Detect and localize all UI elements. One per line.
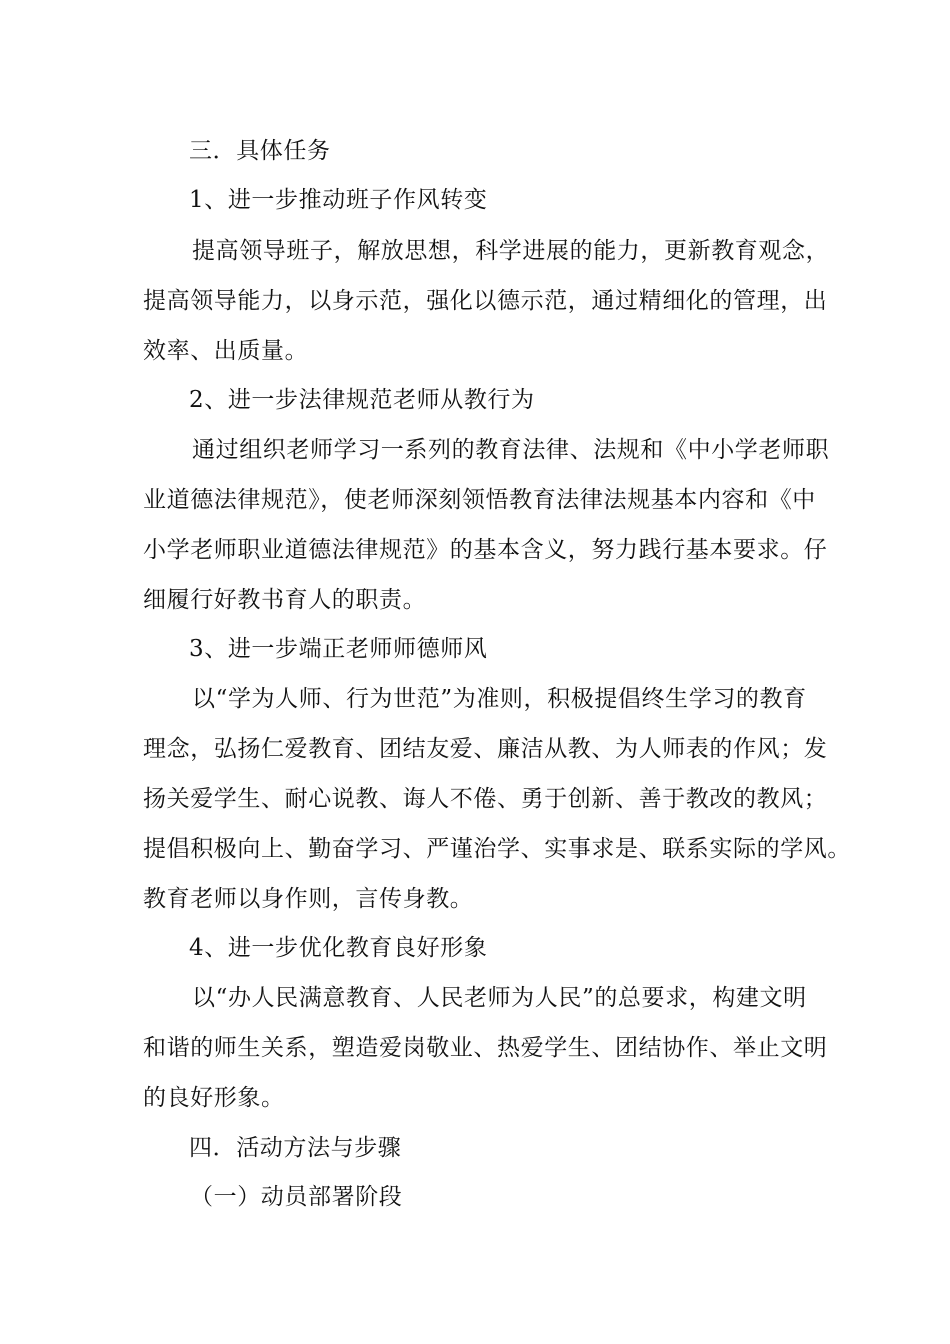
paragraph-line: 提倡积极向上、勤奋学习、严谨治学、实事求是、联系实际的学风。 xyxy=(143,836,851,862)
stage-heading-1: （一）动员部署阶段 xyxy=(190,1184,403,1210)
section-heading-3: 三．具体任务 xyxy=(189,138,331,164)
paragraph-line: 的良好形象。 xyxy=(143,1085,285,1111)
paragraph-line: 扬关爱学生、耐心说教、诲人不倦、勇于创新、善于教改的教风； xyxy=(143,786,828,812)
paragraph-line: 理念，弘扬仁爱教育、团结友爱、廉洁从教、为人师表的作风；发 xyxy=(143,736,828,762)
paragraph-line: 小学老师职业道德法律规范》的基本含义，努力践行基本要求。仔 xyxy=(143,537,828,563)
paragraph-line: 以“学为人师、行为世范”为准则，积极提倡终生学习的教育 xyxy=(192,686,807,712)
paragraph-line: 提高领导能力，以身示范，强化以德示范，通过精细化的管理，出 xyxy=(143,288,828,314)
subheading-3: 3、进一步端正老师师德师风 xyxy=(189,636,488,662)
paragraph-line: 细履行好教书育人的职责。 xyxy=(143,587,427,613)
paragraph-line: 通过组织老师学习一系列的教育法律、法规和《中小学老师职 xyxy=(192,437,830,463)
subheading-4: 4、进一步优化教育良好形象 xyxy=(189,935,488,961)
subheading-1: 1、进一步推动班子作风转变 xyxy=(189,187,488,213)
paragraph-line: 和谐的师生关系，塑造爱岗敬业、热爱学生、团结协作、举止文明 xyxy=(143,1035,828,1061)
paragraph-line: 以“办人民满意教育、人民老师为人民”的总要求，构建文明 xyxy=(192,985,807,1011)
subheading-2: 2、进一步法律规范老师从教行为 xyxy=(189,387,535,413)
paragraph-line: 教育老师以身作则，言传身教。 xyxy=(143,886,474,912)
paragraph-line: 效率、出质量。 xyxy=(143,338,309,364)
paragraph-line: 业道德法律规范》，使老师深刻领悟教育法律法规基本内容和《中 xyxy=(143,487,816,513)
section-heading-4: 四．活动方法与步骤 xyxy=(189,1135,402,1161)
paragraph-line: 提高领导班子，解放思想，科学进展的能力，更新教育观念， xyxy=(192,238,830,264)
